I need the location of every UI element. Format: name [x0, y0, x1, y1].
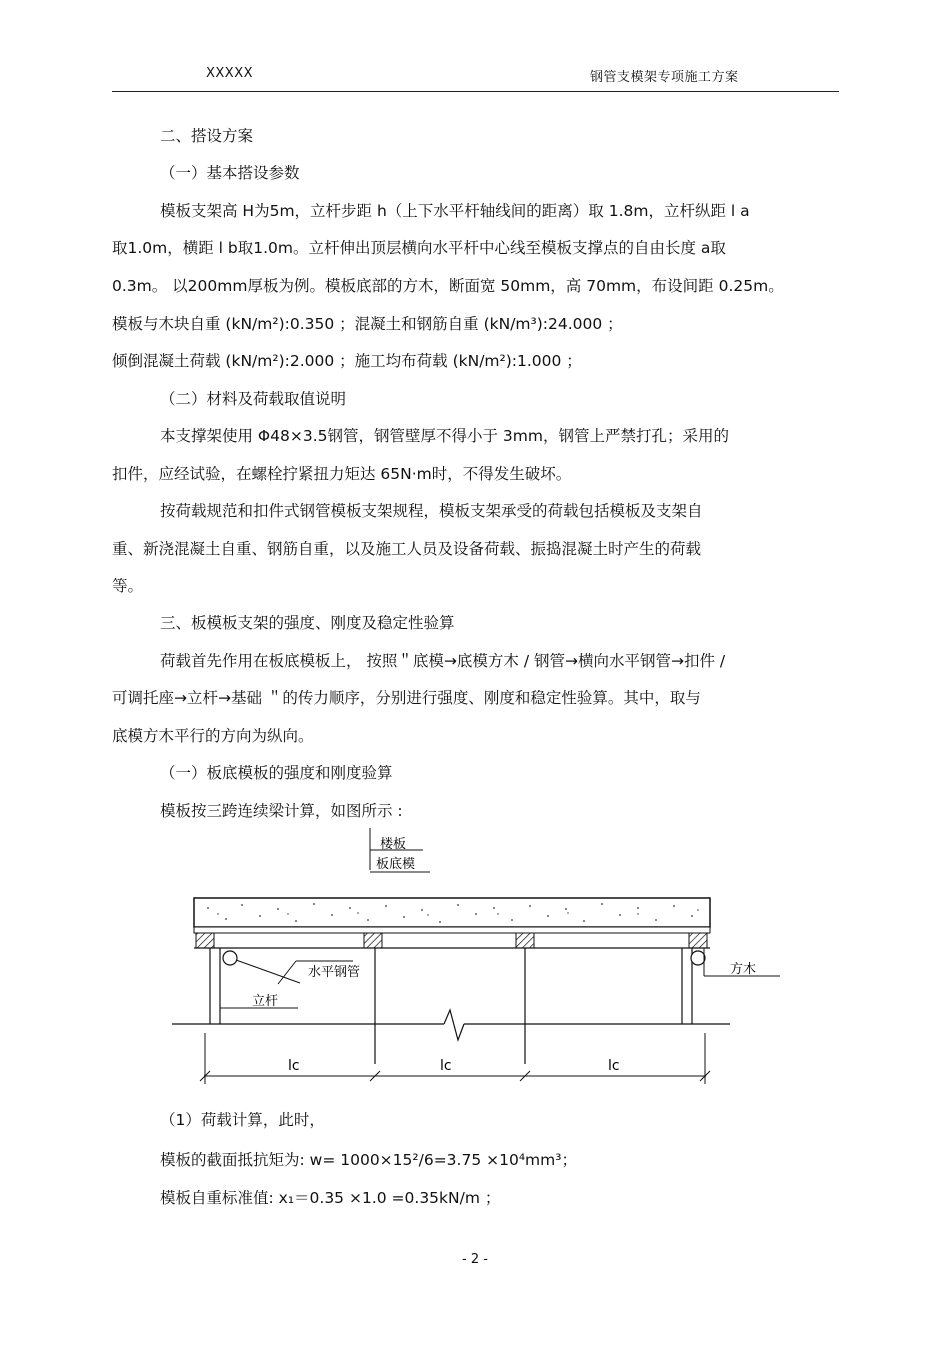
subsection-heading: （二）材料及荷载取值说明	[160, 390, 347, 408]
paragraph-line: 可调托座→立杆→基础 ＂的传力顺序，分别进行强度、刚度和稳定性验算。其中，取与	[112, 689, 701, 707]
paragraph-line: 取1.0m，横距 l b取1.0m。立杆伸出顶层横向水平杆中心线至模板支撑点的自由长度 a取	[112, 239, 726, 257]
pipe-section	[223, 951, 237, 965]
timber-joist	[516, 933, 534, 948]
header-rule	[112, 91, 839, 92]
formwork-label: 板底模	[376, 857, 416, 872]
section-heading: 三、板模板支架的强度、刚度及稳定性验算	[160, 614, 455, 632]
header-left: XXXXX	[206, 66, 254, 81]
pipe-label: 水平钢管	[308, 965, 361, 980]
span-label: lc	[608, 1058, 620, 1074]
formwork-board	[194, 927, 710, 933]
timber-joist	[196, 933, 214, 948]
paragraph-line: 荷载首先作用在板底模板上， 按照＂底模→底模方木 / 钢管→横向水平钢管→扣件 /	[160, 652, 726, 670]
timber-joist	[364, 933, 382, 948]
dimension-line	[200, 1033, 710, 1084]
paragraph-line: 扣件，应经试验，在螺栓拧紧扭力矩达 65N·m时，不得发生破坏。	[112, 465, 572, 483]
paragraph-line: 模板支架高 H为5m，立杆步距 h（上下水平杆轴线间的距离）取 1.8m，立杆纵距 l a	[160, 202, 750, 220]
pole-label: 立杆	[252, 994, 279, 1009]
span-label: lc	[440, 1058, 452, 1074]
paragraph-line: 底模方木平行的方向为纵向。	[112, 727, 314, 745]
formula-line: 模板的截面抵抗矩为: w= 1000×15²/6=3.75 ×10⁴mm³；	[160, 1151, 577, 1169]
paragraph-line: 0.3m。 以200mm厚板为例。模板底部的方木，断面宽 50mm，高 70mm，布设间距 0.25m。	[112, 277, 784, 295]
section-heading: 二、搭设方案	[160, 127, 254, 145]
pipe-section	[691, 951, 705, 965]
paragraph-line: 等。	[112, 577, 144, 595]
concrete-slab	[194, 898, 710, 927]
paragraph-line: 重、新浇混凝土自重、钢筋自重，以及施工人员及设备荷载、振捣混凝土时产生的荷载	[112, 540, 702, 558]
span-label: lc	[288, 1058, 300, 1074]
formula-line: 模板自重标准值: x₁＝0.35 ×1.0 =0.35kN/m ；	[160, 1189, 501, 1207]
subsection-heading: （一）基本搭设参数	[160, 164, 300, 182]
slab-label: 楼板	[380, 837, 407, 852]
timber-label: 方木	[730, 962, 757, 977]
subsection-heading: （一）板底模板的强度和刚度验算	[160, 764, 393, 782]
header-title: 钢管支模架专项施工方案	[590, 70, 739, 85]
vertical-poles	[210, 948, 692, 1064]
three-span-beam-diagram	[168, 828, 757, 1090]
timber-joist	[689, 933, 707, 948]
paragraph-line: 模板按三跨连续梁计算，如图所示 :	[160, 802, 403, 820]
paragraph-line: 倾倒混凝土荷载 (kN/m²):2.000 ；施工均布荷载 (kN/m²):1.000 ；	[112, 352, 582, 370]
paragraph-line: 本支撑架使用 Φ48×3.5钢管，钢管壁厚不得小于 3mm，钢管上严禁打孔；采用的	[160, 427, 729, 445]
paragraph-line: （1）荷载计算，此时，	[160, 1111, 325, 1129]
page-number: - 2 -	[462, 1252, 488, 1267]
paragraph-line: 模板与木块自重 (kN/m²):0.350 ；混凝土和钢筋自重 (kN/m³):24.000 ；	[112, 315, 623, 333]
paragraph-line: 按荷载规范和扣件式钢管模板支架规程，模板支架承受的荷载包括模板及支架自	[160, 502, 703, 520]
label-box	[370, 828, 430, 872]
